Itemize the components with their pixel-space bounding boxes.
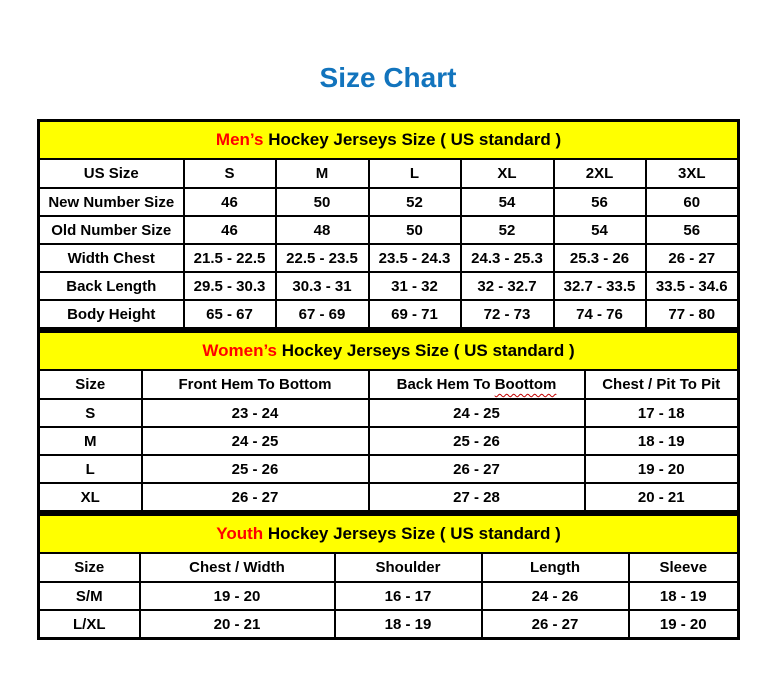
youth-header-row [39, 553, 739, 582]
size-value: 19 - 20 [585, 455, 739, 483]
mens-section-title [39, 121, 739, 160]
size-value: 74 - 76 [554, 300, 646, 329]
misspelled-word: Boottom [494, 376, 557, 393]
table-row [39, 188, 739, 216]
size-value: 23 - 24 [142, 399, 369, 427]
row-label: L [39, 455, 142, 483]
column-header: Shoulder [335, 553, 482, 582]
womens-section-title [39, 332, 739, 371]
column-header: Size [39, 370, 142, 399]
size-chart-page [0, 62, 776, 692]
column-header: Length [482, 553, 629, 582]
size-value: 46 [184, 188, 276, 216]
size-value: 32.7 - 33.5 [554, 272, 646, 300]
row-label: Body Height [39, 300, 184, 329]
size-value: 25.3 - 26 [554, 244, 646, 272]
column-header: Front Hem To Bottom [142, 370, 369, 399]
size-value: 56 [646, 216, 739, 244]
row-label: S [39, 399, 142, 427]
size-value: 24 - 26 [482, 582, 629, 610]
mens-title-text: Hockey Jerseys Size ( US standard ) [263, 130, 562, 149]
size-value: 77 - 80 [646, 300, 739, 329]
column-header: Chest / Pit To Pit [585, 370, 739, 399]
table-row [39, 455, 739, 483]
size-value: 52 [461, 216, 554, 244]
size-value: 24 - 25 [142, 427, 369, 455]
size-value: 22.5 - 23.5 [276, 244, 369, 272]
size-value: 26 - 27 [482, 610, 629, 639]
page-title: Size Chart [319, 62, 457, 93]
column-header: 2XL [554, 159, 646, 188]
youth-title-highlight: Youth [216, 524, 264, 543]
size-value: 26 - 27 [369, 455, 585, 483]
size-value: 54 [554, 216, 646, 244]
size-value: 27 - 28 [369, 483, 585, 512]
size-value: 18 - 19 [585, 427, 739, 455]
row-label: Back Length [39, 272, 184, 300]
size-value: 50 [276, 188, 369, 216]
womens-title-highlight: Women’s [202, 341, 277, 360]
table-row [39, 244, 739, 272]
size-value: 50 [369, 216, 461, 244]
size-value: 18 - 19 [335, 610, 482, 639]
size-value: 56 [554, 188, 646, 216]
size-value: 67 - 69 [276, 300, 369, 329]
row-label: L/XL [39, 610, 140, 639]
youth-size-table-section [37, 513, 737, 640]
size-value: 60 [646, 188, 739, 216]
size-value: 33.5 - 34.6 [646, 272, 739, 300]
youth-table [37, 513, 740, 640]
table-row [39, 582, 739, 610]
size-value: 21.5 - 22.5 [184, 244, 276, 272]
size-value: 52 [369, 188, 461, 216]
table-row [39, 399, 739, 427]
size-value: 24 - 25 [369, 399, 585, 427]
row-label: S/M [39, 582, 140, 610]
size-value: 31 - 32 [369, 272, 461, 300]
size-value: 17 - 18 [585, 399, 739, 427]
womens-size-table-section [37, 330, 737, 513]
column-header: XL [461, 159, 554, 188]
table-row [39, 483, 739, 512]
column-header: Size [39, 553, 140, 582]
womens-header-row [39, 370, 739, 399]
size-value: 24.3 - 25.3 [461, 244, 554, 272]
size-value: 16 - 17 [335, 582, 482, 610]
mens-table [37, 119, 740, 330]
column-header: M [276, 159, 369, 188]
table-row [39, 427, 739, 455]
column-header: L [369, 159, 461, 188]
column-header: Back Hem To Boottom [369, 370, 585, 399]
mens-band-row [39, 121, 739, 160]
size-value: 23.5 - 24.3 [369, 244, 461, 272]
youth-title-text: Hockey Jerseys Size ( US standard ) [263, 524, 561, 543]
mens-title-highlight: Men’s [215, 130, 264, 149]
size-value: 25 - 26 [142, 455, 369, 483]
table-row [39, 300, 739, 329]
mens-header-row [39, 159, 739, 188]
mens-size-table-section [37, 119, 737, 330]
table-row [39, 272, 739, 300]
table-row [39, 610, 739, 639]
womens-table [37, 330, 740, 513]
column-header: Chest / Width [140, 553, 335, 582]
row-label: M [39, 427, 142, 455]
size-value: 65 - 67 [184, 300, 276, 329]
youth-section-title [39, 515, 739, 554]
row-label: Width Chest [39, 244, 184, 272]
size-value: 32 - 32.7 [461, 272, 554, 300]
size-value: 72 - 73 [461, 300, 554, 329]
row-label: XL [39, 483, 142, 512]
column-header: Sleeve [629, 553, 739, 582]
youth-band-row [39, 515, 739, 554]
size-value: 69 - 71 [369, 300, 461, 329]
size-value: 29.5 - 30.3 [184, 272, 276, 300]
size-value: 54 [461, 188, 554, 216]
column-header: S [184, 159, 276, 188]
size-value: 26 - 27 [142, 483, 369, 512]
size-value: 48 [276, 216, 369, 244]
size-value: 18 - 19 [629, 582, 739, 610]
womens-title-text: Hockey Jerseys Size ( US standard ) [277, 341, 575, 360]
size-value: 19 - 20 [140, 582, 335, 610]
row-label: New Number Size [39, 188, 184, 216]
size-value: 30.3 - 31 [276, 272, 369, 300]
column-header: US Size [39, 159, 184, 188]
table-row [39, 216, 739, 244]
column-header: 3XL [646, 159, 739, 188]
size-value: 26 - 27 [646, 244, 739, 272]
size-value: 25 - 26 [369, 427, 585, 455]
womens-band-row [39, 332, 739, 371]
size-value: 19 - 20 [629, 610, 739, 639]
size-value: 20 - 21 [140, 610, 335, 639]
size-value: 20 - 21 [585, 483, 739, 512]
row-label: Old Number Size [39, 216, 184, 244]
size-value: 46 [184, 216, 276, 244]
size-tables [37, 119, 737, 640]
